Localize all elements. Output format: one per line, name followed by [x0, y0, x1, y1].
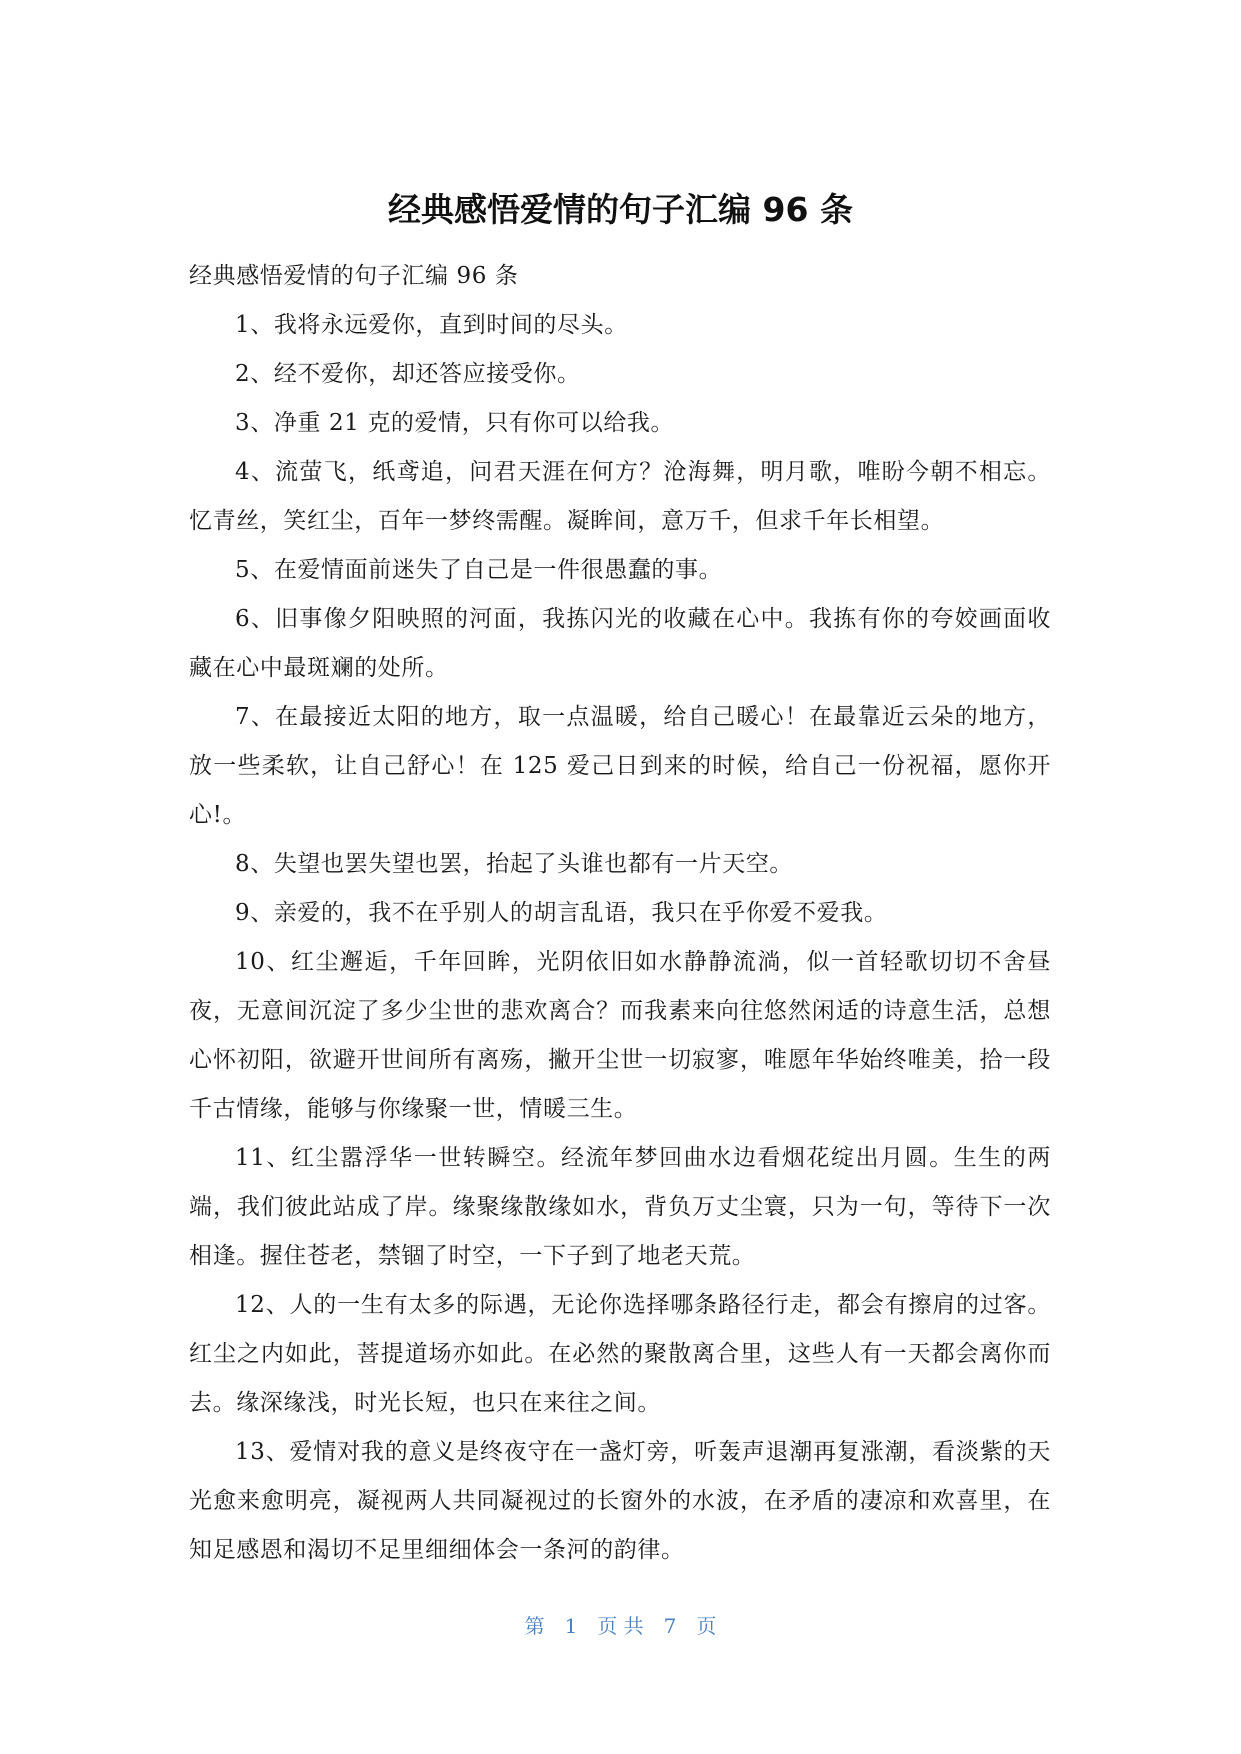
list-item: 9、亲爱的，我不在乎别人的胡言乱语，我只在乎你爱不爱我。	[235, 900, 888, 926]
list-item: 6、旧事像夕阳映照的河面，我拣闪光的收藏在心中。我拣有你的夸姣画面收藏在心中最斑斓的处所。	[189, 606, 1051, 681]
list-item: 10、红尘邂逅，千年回眸，光阴依旧如水静静流淌，似一首轻歌切切不舍昼夜，无意间沉淀了多少尘世的悲欢离合？而我素来向往悠然闲适的诗意生活，总想心怀初阳，欲避开世间所有离殇，撇开尘世一切寂寥，唯愿年华始终唯美，拾一段千古情缘，能够与你缘聚一世，情暖三生。	[189, 949, 1051, 1122]
footer-current-page: 1	[564, 1614, 578, 1638]
list-item: 4、流萤飞，纸鸢追，问君天涯在何方？沧海舞，明月歌，唯盼今朝不相忘。忆青丝，笑红尘，百年一梦终需醒。凝眸间，意万千，但求千年长相望。	[189, 459, 1051, 534]
footer-suffix: 页	[696, 1614, 717, 1638]
list-item: 8、失望也罢失望也罢，抬起了头谁也都有一片天空。	[235, 851, 794, 877]
list-item: 7、在最接近太阳的地方，取一点温暖，给自己暖心！在最靠近云朵的地方，放一些柔软，让自己舒心！在 125 爱己日到来的时候，给自己一份祝福，愿你开心!。	[189, 704, 1051, 828]
list-item: 2、经不爱你，却还答应接受你。	[235, 361, 581, 387]
list-item: 3、净重 21 克的爱情，只有你可以给我。	[235, 410, 675, 436]
footer-total-pages: 7	[663, 1614, 677, 1638]
document-body	[189, 252, 1051, 1575]
page-footer	[0, 1612, 1241, 1640]
list-item: 1、我将永远爱你，直到时间的尽头。	[235, 312, 628, 338]
document-title: 经典感悟爱情的句子汇编 96 条	[388, 190, 853, 229]
list-item: 13、爱情对我的意义是终夜守在一盏灯旁，听轰声退潮再复涨潮，看淡紫的天光愈来愈明亮，凝视两人共同凝视过的长窗外的水波，在矛盾的凄凉和欢喜里，在知足感恩和渴切不足里细细体会一条河的韵律。	[189, 1439, 1051, 1563]
list-item: 5、在爱情面前迷失了自己是一件很愚蠢的事。	[235, 557, 723, 583]
footer-prefix: 第	[524, 1614, 545, 1638]
list-item: 11、红尘嚣浮华一世转瞬空。经流年梦回曲水边看烟花绽出月圆。生生的两端，我们彼此站成了岸。缘聚缘散缘如水，背负万丈尘寰，只为一句，等待下一次相逢。握住苍老，禁锢了时空，一下子到了地老天荒。	[189, 1145, 1051, 1269]
document-subtitle: 经典感悟爱情的句子汇编 96 条	[189, 263, 519, 289]
list-item: 12、人的一生有太多的际遇，无论你选择哪条路径行走，都会有擦肩的过客。红尘之内如此，菩提道场亦如此。在必然的聚散离合里，这些人有一天都会离你而去。缘深缘浅，时光长短，也只在来往之间。	[189, 1292, 1051, 1416]
footer-middle: 页 共	[597, 1614, 644, 1638]
